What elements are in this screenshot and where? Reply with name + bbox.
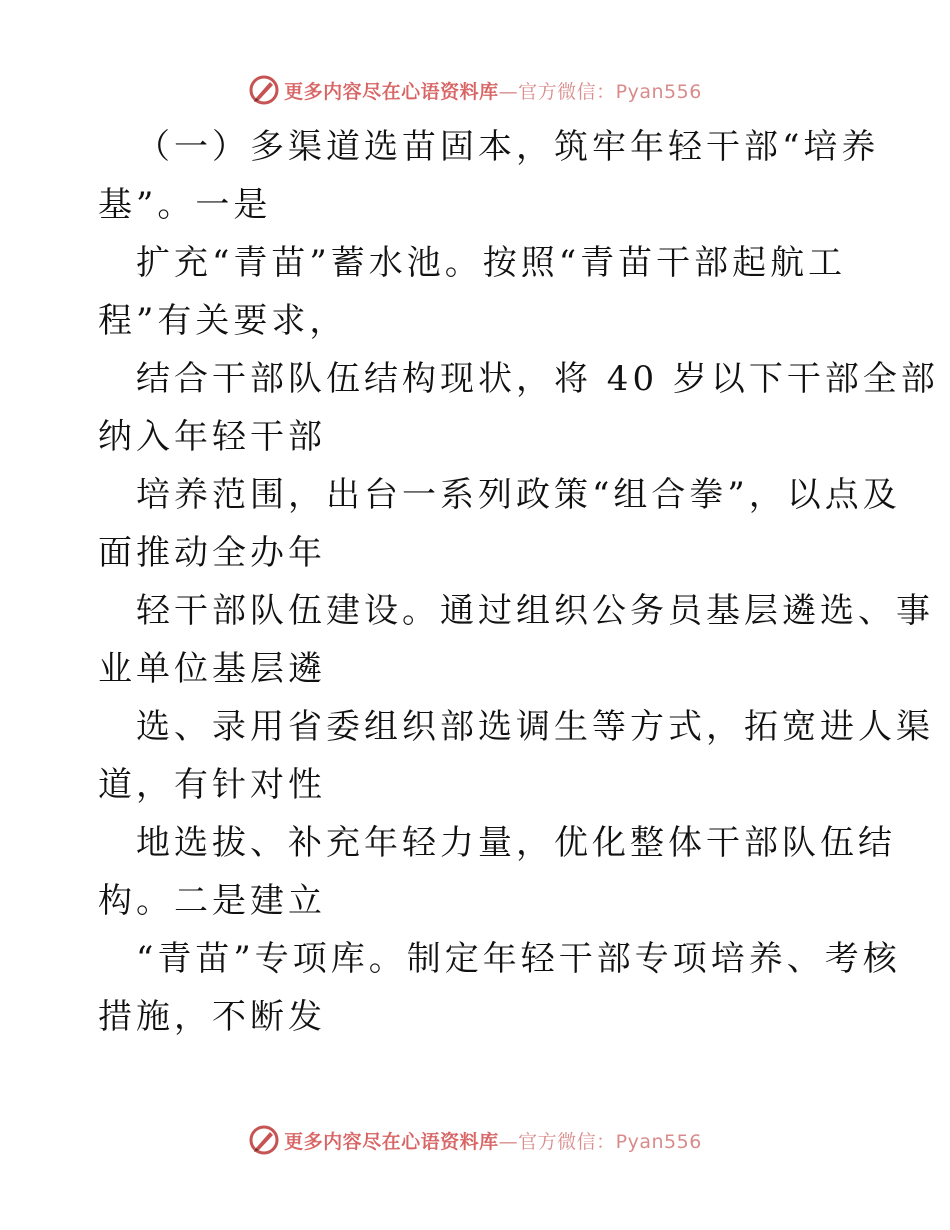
text-line: （一）多渠道选苗固本，筑牢年轻干部“培养 bbox=[136, 127, 880, 167]
text-line: 扩充“青苗”蓄水池。按照“青苗干部起航工 bbox=[136, 243, 847, 283]
watermark-brand: 更多内容尽在心语资料库 bbox=[284, 1130, 499, 1153]
pen-logo-icon bbox=[248, 74, 280, 106]
text-line: 纳入年轻干部 bbox=[98, 417, 326, 457]
watermark-text bbox=[284, 1127, 702, 1154]
watermark-contact: —官方微信：Pyan556 bbox=[498, 1130, 702, 1153]
text-line: 结合干部队伍结构现状，将 40 岁以下干部全部 bbox=[136, 359, 939, 399]
text-line: 面推动全办年 bbox=[98, 533, 326, 573]
watermark-brand: 更多内容尽在心语资料库 bbox=[284, 80, 499, 103]
text-line: 道，有针对性 bbox=[98, 765, 326, 805]
watermark-contact: —官方微信：Pyan556 bbox=[498, 80, 702, 103]
header-watermark bbox=[0, 70, 950, 110]
text-line: 业单位基层遴 bbox=[98, 649, 326, 689]
text-line: 地选拔、补充年轻力量，优化整体干部队伍结 bbox=[136, 823, 896, 863]
pen-logo-icon bbox=[248, 1124, 280, 1156]
document-body bbox=[98, 118, 939, 1046]
watermark-text bbox=[284, 77, 702, 104]
text-line: 基”。一是 bbox=[98, 185, 272, 225]
text-line: “青苗”专项库。制定年轻干部专项培养、考核 bbox=[136, 939, 901, 979]
text-line: 培养范围，出台一系列政策“组合拳”，以点及 bbox=[136, 475, 901, 515]
text-line: 轻干部队伍建设。通过组织公务员基层遴选、事 bbox=[136, 591, 934, 631]
footer-watermark bbox=[0, 1120, 950, 1160]
text-line: 程”有关要求， bbox=[98, 301, 348, 341]
text-line: 构。二是建立 bbox=[98, 881, 326, 921]
text-line: 措施，不断发 bbox=[98, 997, 326, 1037]
text-line: 选、录用省委组织部选调生等方式，拓宽进人渠 bbox=[136, 707, 934, 747]
